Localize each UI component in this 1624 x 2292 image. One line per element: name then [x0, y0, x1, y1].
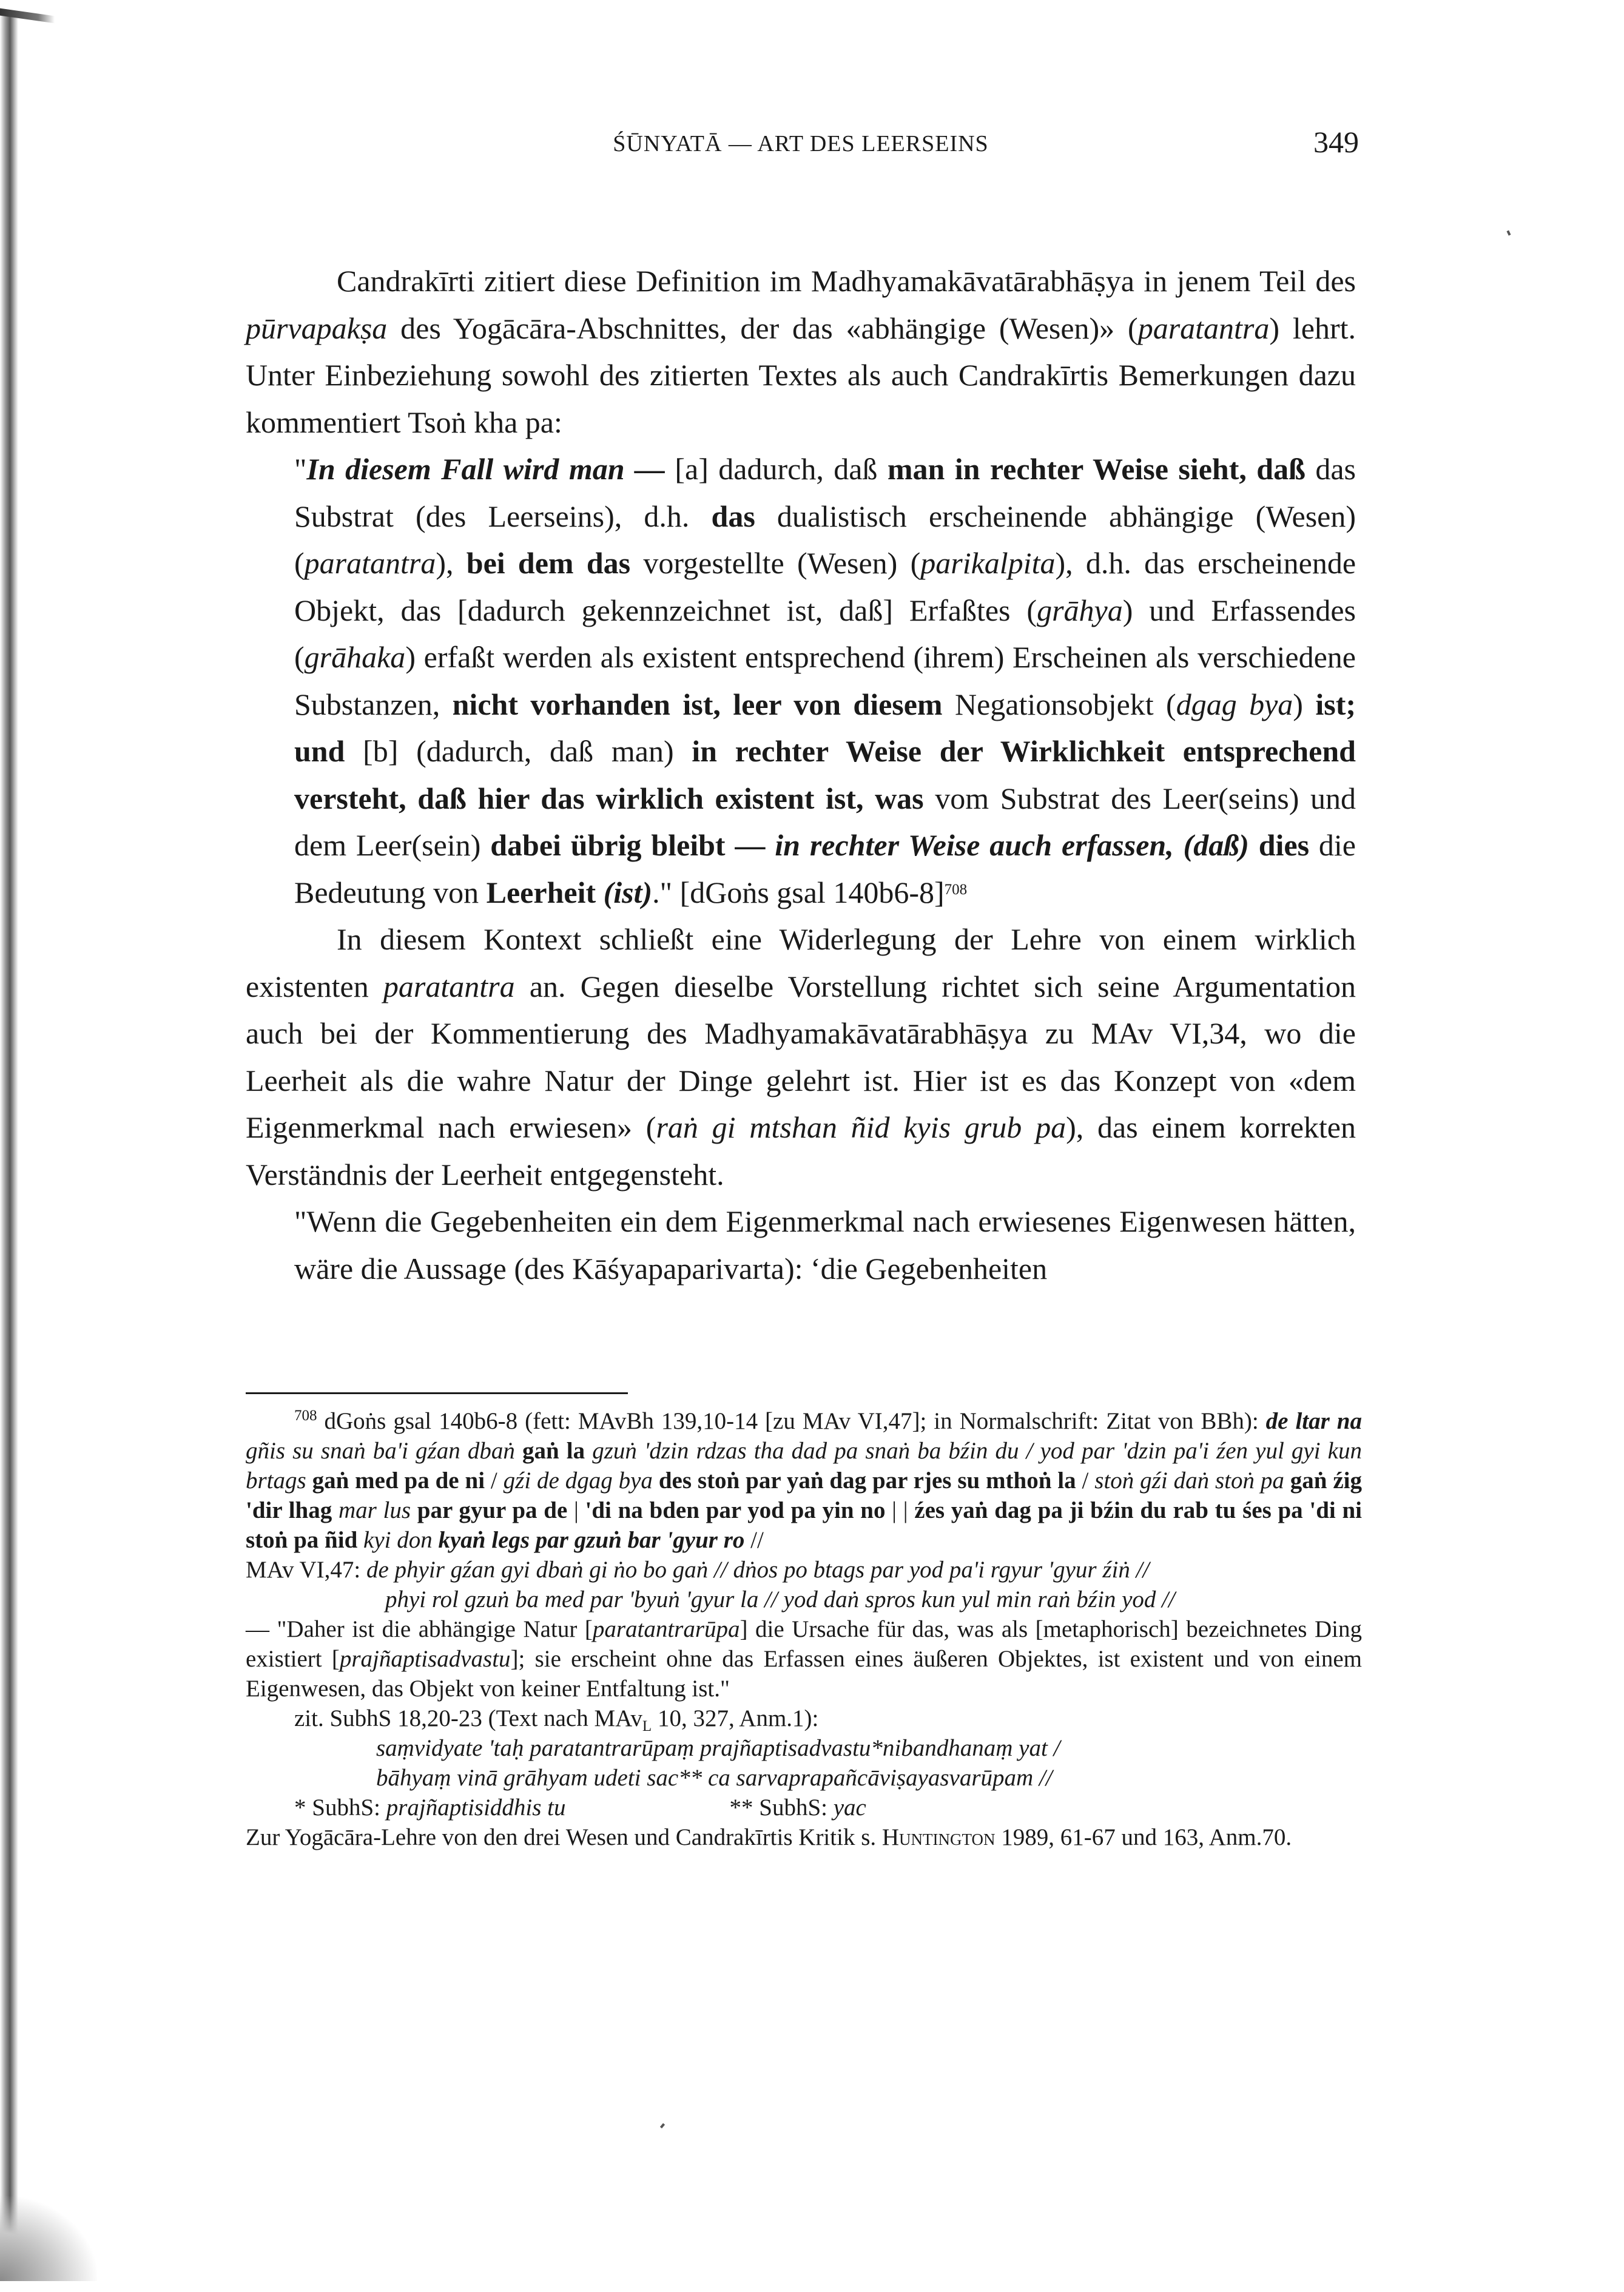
- sanskrit-line-2: bāhyaṃ vinā grāhyam udeti sac** ca sarvaprapañcāviṣayasvarūpam //: [376, 1765, 1053, 1791]
- footnote-separator: [246, 1392, 628, 1394]
- translation: — "Daher ist die abhängige Natur [paratantrarūpa] die Ursache für das, was als [metaphorisch] bezeichnetes Ding existiert [prajñaptisadvastu]; sie erscheint ohne das Erfassen eines äußeren Objektes, ist existent und von einem Eigenwesen, das Objekt von keiner Entfaltung ist.": [246, 1616, 1362, 1702]
- footnote-ref-708[interactable]: 708: [944, 881, 968, 898]
- variant-readings: * SubhS: prajñaptisiddhis tu ** SubhS: yac: [294, 1795, 866, 1821]
- mav-verse: MAv VI,47: de phyir gźan gyi dbaṅ gi ṅo bo gaṅ // dṅos po btags par yod pa'i rgyur 'gyur źiṅ //: [246, 1557, 1150, 1583]
- block-quote-tsongkhapa: "In diesem Fall wird man — [a] dadurch, daß man in rechter Weise sieht, daß das Substrat (des Leerseins), d.h. das dualistisch erscheinende abhängige (Wesen) (paratantra), bei dem das vorgestellte (Wesen) (parikalpita), d.h. das erscheinende Objekt, das [dadurch gekennzeichnet ist, daß] Erfaßtes (grāhya) und Erfassendes (grāhaka) erfaßt werden als existent entsprechend (ihrem) Erscheinen als verschiedene Substanzen, nicht vorhanden ist, leer von diesem Negationsobjekt (dgag bya) ist; und [b] (dadurch, daß man) in rechter Weise der Wirklichkeit entsprechend versteht, daß hier das wirklich existent ist, was vom Substrat des Leer(seins) und dem Leer(sein) dabei übrig bleibt — in rechter Weise auch erfassen, (daß) dies die Bedeutung von Leerheit (ist)." [dGoṅs gsal 140b6-8]$^{708}$: [294, 452, 1356, 909]
- footnote-number: 708: [294, 1407, 317, 1424]
- page-header: [243, 124, 1359, 161]
- scan-speck: [1506, 231, 1511, 236]
- main-text: [246, 258, 1356, 1292]
- binding-corner-bottom: [0, 2196, 97, 2281]
- book-binding-shadow: [0, 12, 18, 2257]
- running-title: ŚŪNYATĀ — ART DES LEERSEINS: [613, 131, 989, 157]
- mav-verse-line-2: phyi rol gzuṅ ba med par 'byuṅ 'gyur la // yod daṅ spros kun yul min raṅ bźin yod //: [385, 1586, 1175, 1613]
- final-reference: Zur Yogācāra-Lehre von den drei Wesen und Candrakīrtis Kritik s. Huntington 1989, 61-67 und 163, Anm.70.: [246, 1824, 1292, 1850]
- citation-subhs: zit. SubhS 18,20-23 (Text nach MAv$_L$ 10, 327, Anm.1):: [294, 1705, 819, 1734]
- page-number: 349: [1313, 125, 1359, 159]
- footnote-708: $^{708}$ dGoṅs gsal 140b6-8 (fett: MAvBh 139,10-14 [zu MAv VI,47]; in Normalschrift: Zitat von BBh): de ltar na gñis su snaṅ ba'i gźan dbaṅ gaṅ la gzuṅ 'dzin rdzas tha dad pa snaṅ ba bźin du / yod par 'dzin pa'i źen yul gyi kun brtags gaṅ med pa de ni / gźi de dgag bya des stoṅ par yaṅ dag par rjes su mthoṅ la / stoṅ gźi daṅ stoṅ pa gaṅ źig 'dir lhag mar lus par gyur pa de | 'di na bden par yod pa yin no | | źes yaṅ dag pa ji bźin du rab tu śes pa 'di ni stoṅ pa ñid kyi don kyaṅ legs par gzuṅ bar 'gyur ro //: [246, 1407, 1363, 1553]
- paragraph-2: In diesem Kontext schließt eine Widerlegung der Lehre von einem wirklich existenten paratantra an. Gegen dieselbe Vorstellung richtet sich seine Argumentation auch bei der Kommentierung des Madhyamakāvatārabhāṣya zu MAv VI,34, wo die Leerheit als die wahre Natur der Dinge gelehrt ist. Hier ist es das Konzept von «dem Eigenmerkmal nach erwiesen» (raṅ gi mtshan ñid kyis grub pa), das einem korrekten Verständnis der Leerheit entgegensteht.: [246, 922, 1356, 1192]
- scan-speck: [660, 2123, 665, 2129]
- sanskrit-line-1: saṃvidyate 'taḥ paratantrarūpaṃ prajñaptisadvastu*nibandhanaṃ yat /: [376, 1735, 1060, 1761]
- footnotes: [246, 1406, 1362, 1852]
- paragraph-1: Candrakīrti zitiert diese Definition im Madhyamakāvatārabhāṣya in jenem Teil des pūrvapakṣa des Yogācāra-Abschnittes, der das «abhängige (Wesen)» (paratantra) lehrt. Unter Einbeziehung sowohl des zitierten Textes als auch Candrakīrtis Bemerkungen dazu kommentiert Tsoṅ kha pa:: [246, 264, 1356, 439]
- block-quote-2: "Wenn die Gegebenheiten ein dem Eigenmerkmal nach erwiesenes Eigenwesen hätten, wäre die Aussage (des Kāśyapaparivarta): ‘die Gegebenheiten: [294, 1204, 1356, 1286]
